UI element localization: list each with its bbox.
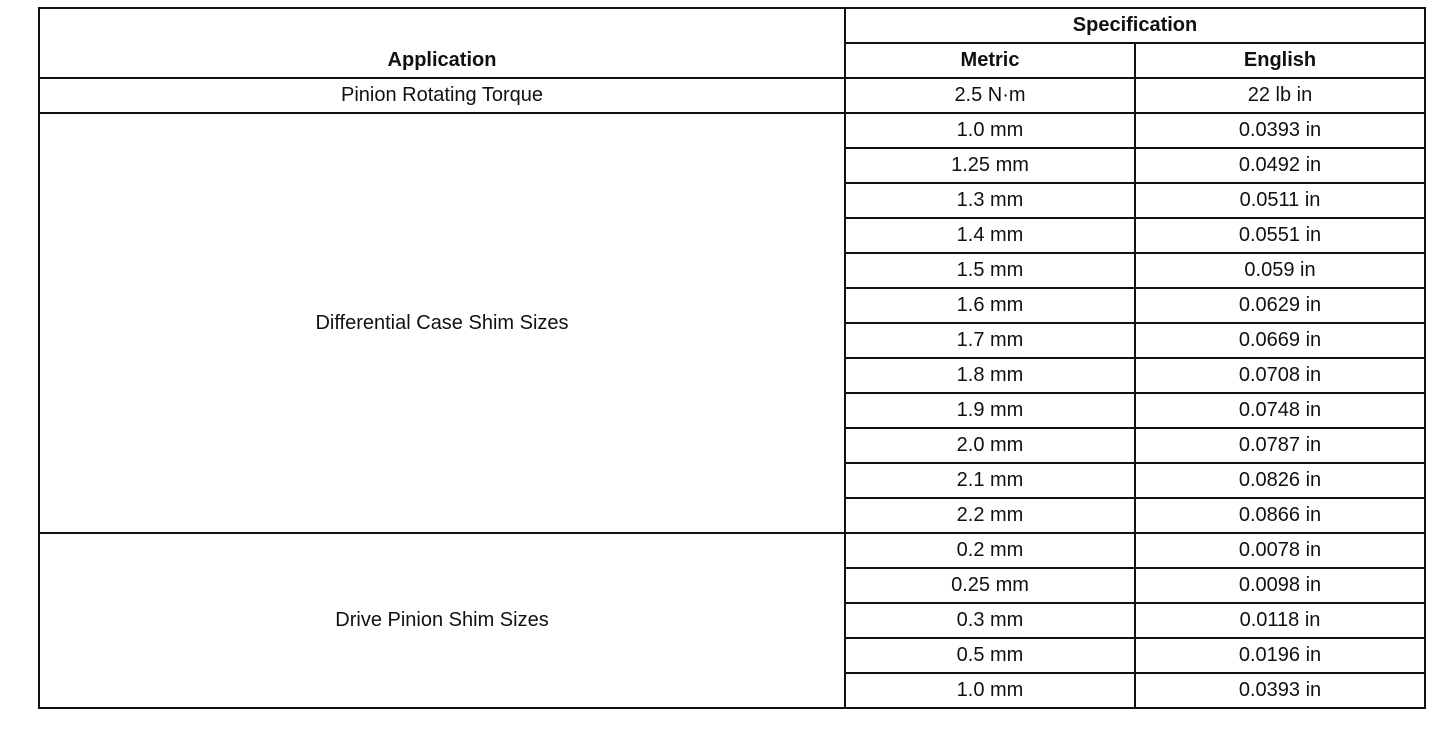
metric-cell: 1.25 mm <box>845 148 1135 183</box>
english-cell: 0.0826 in <box>1135 463 1425 498</box>
specification-header: Specification <box>845 8 1425 43</box>
english-cell: 0.0393 in <box>1135 673 1425 708</box>
english-header: English <box>1135 43 1425 78</box>
english-cell: 0.0118 in <box>1135 603 1425 638</box>
english-cell: 0.0748 in <box>1135 393 1425 428</box>
english-cell: 0.0669 in <box>1135 323 1425 358</box>
metric-cell: 0.5 mm <box>845 638 1135 673</box>
english-cell: 0.0196 in <box>1135 638 1425 673</box>
metric-cell: 2.0 mm <box>845 428 1135 463</box>
application-header: Application <box>39 8 845 78</box>
english-cell: 22 lb in <box>1135 78 1425 113</box>
metric-cell: 2.1 mm <box>845 463 1135 498</box>
metric-cell: 1.0 mm <box>845 113 1135 148</box>
metric-cell: 1.5 mm <box>845 253 1135 288</box>
specification-table <box>38 7 1426 709</box>
english-cell: 0.0078 in <box>1135 533 1425 568</box>
application-cell: Pinion Rotating Torque <box>39 78 845 113</box>
metric-cell: 0.2 mm <box>845 533 1135 568</box>
metric-cell: 1.8 mm <box>845 358 1135 393</box>
table-row <box>39 113 1425 148</box>
english-cell: 0.0866 in <box>1135 498 1425 533</box>
application-cell: Differential Case Shim Sizes <box>39 113 845 533</box>
table-row <box>39 78 1425 113</box>
english-cell: 0.0511 in <box>1135 183 1425 218</box>
header-row-top <box>39 8 1425 43</box>
metric-cell: 1.3 mm <box>845 183 1135 218</box>
english-cell: 0.0551 in <box>1135 218 1425 253</box>
table-body <box>39 78 1425 708</box>
metric-cell: 1.9 mm <box>845 393 1135 428</box>
table-row <box>39 533 1425 568</box>
metric-cell: 0.3 mm <box>845 603 1135 638</box>
english-cell: 0.0098 in <box>1135 568 1425 603</box>
english-cell: 0.0629 in <box>1135 288 1425 323</box>
metric-header: Metric <box>845 43 1135 78</box>
metric-cell: 1.0 mm <box>845 673 1135 708</box>
application-cell: Drive Pinion Shim Sizes <box>39 533 845 708</box>
metric-cell: 2.5 N·m <box>845 78 1135 113</box>
english-cell: 0.059 in <box>1135 253 1425 288</box>
english-cell: 0.0787 in <box>1135 428 1425 463</box>
metric-cell: 1.6 mm <box>845 288 1135 323</box>
english-cell: 0.0708 in <box>1135 358 1425 393</box>
metric-cell: 0.25 mm <box>845 568 1135 603</box>
metric-cell: 1.7 mm <box>845 323 1135 358</box>
metric-cell: 2.2 mm <box>845 498 1135 533</box>
english-cell: 0.0492 in <box>1135 148 1425 183</box>
english-cell: 0.0393 in <box>1135 113 1425 148</box>
metric-cell: 1.4 mm <box>845 218 1135 253</box>
